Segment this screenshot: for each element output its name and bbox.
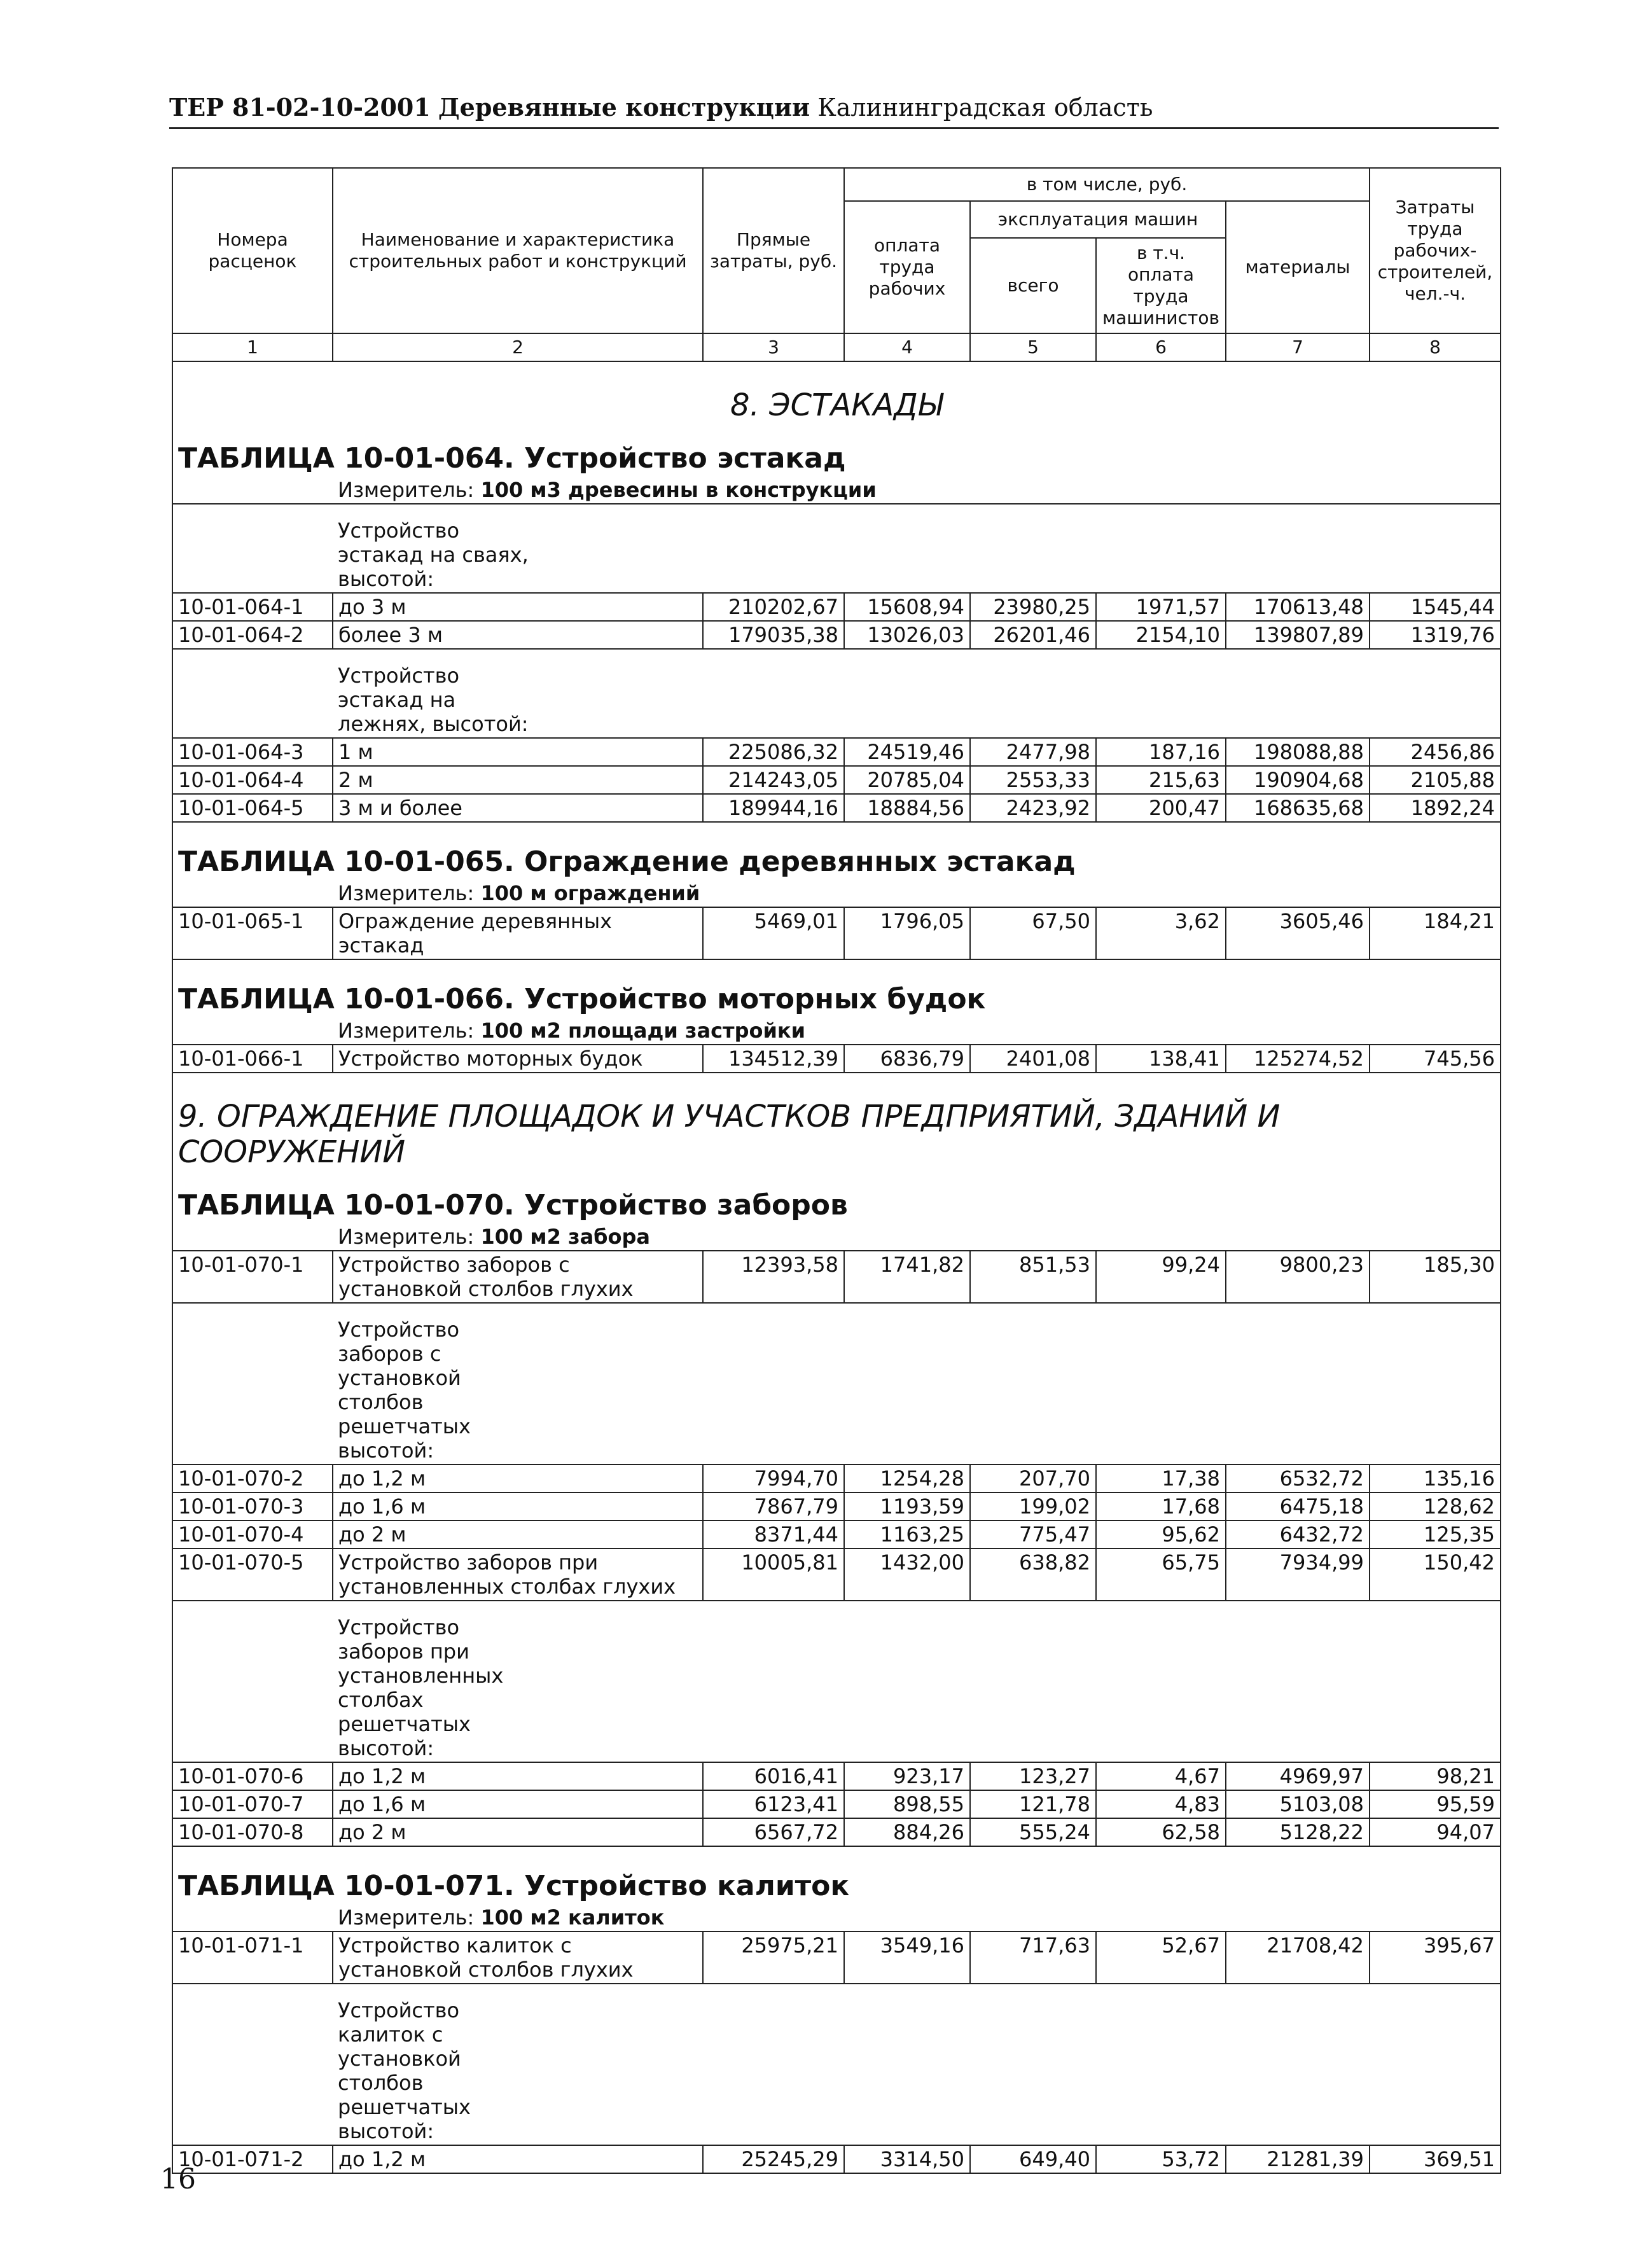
direct-cost: 25245,29 (703, 2145, 844, 2173)
operator-cost: 3,62 (1096, 907, 1226, 959)
measure-value: 100 м3 древесины в конструкции (480, 478, 877, 502)
running-header (169, 93, 1153, 122)
rate-code: 10-01-065-1 (172, 907, 333, 959)
measure-line (333, 1904, 1501, 1931)
direct-cost: 6123,41 (703, 1790, 844, 1818)
direct-cost: 25975,21 (703, 1931, 844, 1984)
direct-cost: 6016,41 (703, 1762, 844, 1790)
table-row (172, 794, 1501, 822)
labor-hours: 125,35 (1370, 1520, 1501, 1548)
table-row (172, 738, 1501, 766)
direct-cost: 7867,79 (703, 1492, 844, 1520)
table-row (172, 1818, 1501, 1846)
group-heading: Устройство заборов при установленных столбах решетчатых высотой: (333, 1601, 1501, 1762)
materials-cost: 21708,42 (1226, 1931, 1370, 1984)
rate-name: 2 м (333, 766, 703, 794)
table-title: ТАБЛИЦА 10-01-070. Устройство заборов (172, 1189, 1501, 1223)
measure-line (333, 880, 1501, 907)
table-title: ТАБЛИЦА 10-01-064. Устройство эстакад (172, 442, 1501, 477)
table-row (172, 1492, 1501, 1520)
materials-cost: 6475,18 (1226, 1492, 1370, 1520)
direct-cost: 225086,32 (703, 738, 844, 766)
rate-code: 10-01-064-3 (172, 738, 333, 766)
direct-cost: 10005,81 (703, 1548, 844, 1601)
operator-cost: 1971,57 (1096, 593, 1226, 621)
col-mtotal-header: всего (970, 238, 1096, 333)
table-row (172, 907, 1501, 959)
rate-name: 3 м и более (333, 794, 703, 822)
measure-value: 100 м2 площади застройки (480, 1019, 806, 1043)
labor-cost: 15608,94 (844, 593, 970, 621)
labor-hours: 135,16 (1370, 1464, 1501, 1492)
operator-cost: 52,67 (1096, 1931, 1226, 1984)
table-row (172, 621, 1501, 649)
direct-cost: 210202,67 (703, 593, 844, 621)
rate-name: до 1,2 м (333, 1762, 703, 1790)
machine-cost: 199,02 (970, 1492, 1096, 1520)
materials-cost: 9800,23 (1226, 1251, 1370, 1303)
table-row (172, 1548, 1501, 1601)
rate-name: до 1,6 м (333, 1790, 703, 1818)
labor-hours: 2105,88 (1370, 766, 1501, 794)
machine-cost: 23980,25 (970, 593, 1096, 621)
labor-cost: 1254,28 (844, 1464, 970, 1492)
table-row (172, 2145, 1501, 2173)
col-hours-header: Затраты труда рабочих-строителей, чел.-ч. (1370, 168, 1501, 333)
direct-cost: 5469,01 (703, 907, 844, 959)
rate-code: 10-01-071-1 (172, 1931, 333, 1984)
labor-cost: 1193,59 (844, 1492, 970, 1520)
labor-cost: 898,55 (844, 1790, 970, 1818)
rate-name: до 1,6 м (333, 1492, 703, 1520)
rate-name: Устройство заборов с установкой столбов глухих (333, 1251, 703, 1303)
rate-name: Устройство моторных будок (333, 1045, 703, 1073)
table-row (172, 1520, 1501, 1548)
col-incl-header: в том числе, руб. (844, 168, 1370, 201)
col-number: 4 (844, 333, 970, 361)
rate-code: 10-01-070-6 (172, 1762, 333, 1790)
table-row (172, 1045, 1501, 1073)
rate-code: 10-01-071-2 (172, 2145, 333, 2173)
direct-cost: 189944,16 (703, 794, 844, 822)
rate-name: Устройство заборов при установленных столбах глухих (333, 1548, 703, 1601)
labor-hours: 128,62 (1370, 1492, 1501, 1520)
labor-hours: 395,67 (1370, 1931, 1501, 1984)
table-title: ТАБЛИЦА 10-01-071. Устройство калиток (172, 1846, 1501, 1904)
rate-name: до 2 м (333, 1818, 703, 1846)
materials-cost: 198088,88 (1226, 738, 1370, 766)
col-number: 6 (1096, 333, 1226, 361)
labor-cost: 1796,05 (844, 907, 970, 959)
operator-cost: 4,83 (1096, 1790, 1226, 1818)
table-row (172, 1762, 1501, 1790)
machine-cost: 123,27 (970, 1762, 1096, 1790)
column-header (172, 168, 1501, 361)
operator-cost: 200,47 (1096, 794, 1226, 822)
col-mlabor-header: в т.ч. оплата труда машинистов (1096, 238, 1226, 333)
labor-cost: 6836,79 (844, 1045, 970, 1073)
rate-name: более 3 м (333, 621, 703, 649)
operator-cost: 4,67 (1096, 1762, 1226, 1790)
measure-label: Измеритель: (338, 1905, 475, 1930)
col-number: 1 (172, 333, 333, 361)
col-number: 8 (1370, 333, 1501, 361)
labor-cost: 1741,82 (844, 1251, 970, 1303)
direct-cost: 179035,38 (703, 621, 844, 649)
rate-name: Устройство калиток с установкой столбов глухих (333, 1931, 703, 1984)
rate-name: до 1,2 м (333, 1464, 703, 1492)
rate-code: 10-01-064-5 (172, 794, 333, 822)
col-name-header: Наименование и характеристика строительных работ и конструкций (333, 168, 703, 333)
measure-value: 100 м ограждений (480, 881, 700, 905)
operator-cost: 65,75 (1096, 1548, 1226, 1601)
machine-cost: 638,82 (970, 1548, 1096, 1601)
measure-value: 100 м2 забора (480, 1225, 650, 1249)
labor-hours: 369,51 (1370, 2145, 1501, 2173)
operator-cost: 17,68 (1096, 1492, 1226, 1520)
materials-cost: 6532,72 (1226, 1464, 1370, 1492)
labor-cost: 923,17 (844, 1762, 970, 1790)
header-region: Калининградская область (817, 94, 1153, 122)
machine-cost: 2477,98 (970, 738, 1096, 766)
materials-cost: 139807,89 (1226, 621, 1370, 649)
rate-code: 10-01-070-3 (172, 1492, 333, 1520)
operator-cost: 2154,10 (1096, 621, 1226, 649)
machine-cost: 207,70 (970, 1464, 1096, 1492)
group-heading: Устройство эстакад на лежнях, высотой: (333, 649, 1501, 738)
materials-cost: 3605,46 (1226, 907, 1370, 959)
operator-cost: 62,58 (1096, 1818, 1226, 1846)
rate-code: 10-01-070-1 (172, 1251, 333, 1303)
labor-hours: 94,07 (1370, 1818, 1501, 1846)
rate-code: 10-01-064-2 (172, 621, 333, 649)
body (172, 361, 1501, 2173)
labor-hours: 98,21 (1370, 1762, 1501, 1790)
table-row (172, 1790, 1501, 1818)
rate-name: до 1,2 м (333, 2145, 703, 2173)
rate-code: 10-01-070-4 (172, 1520, 333, 1548)
materials-cost: 5103,08 (1226, 1790, 1370, 1818)
labor-cost: 18884,56 (844, 794, 970, 822)
labor-cost: 3314,50 (844, 2145, 970, 2173)
col-number: 3 (703, 333, 844, 361)
col-labor-header: оплата труда рабочих (844, 201, 970, 333)
rates-table (172, 167, 1501, 2174)
header-code: ТЕР 81-02-10-2001 (169, 93, 431, 122)
materials-cost: 5128,22 (1226, 1818, 1370, 1846)
section-title: 8. ЭСТАКАДЫ (172, 361, 1501, 442)
operator-cost: 138,41 (1096, 1045, 1226, 1073)
materials-cost: 168635,68 (1226, 794, 1370, 822)
table-row (172, 593, 1501, 621)
machine-cost: 555,24 (970, 1818, 1096, 1846)
labor-hours: 184,21 (1370, 907, 1501, 959)
machine-cost: 121,78 (970, 1790, 1096, 1818)
materials-cost: 170613,48 (1226, 593, 1370, 621)
machine-cost: 67,50 (970, 907, 1096, 959)
labor-cost: 3549,16 (844, 1931, 970, 1984)
operator-cost: 17,38 (1096, 1464, 1226, 1492)
col-direct-header: Прямые затраты, руб. (703, 168, 844, 333)
table-row (172, 1464, 1501, 1492)
direct-cost: 8371,44 (703, 1520, 844, 1548)
col-code-header: Номера расценок (172, 168, 333, 333)
direct-cost: 7994,70 (703, 1464, 844, 1492)
rate-code: 10-01-070-7 (172, 1790, 333, 1818)
labor-hours: 745,56 (1370, 1045, 1501, 1073)
col-machines-header: эксплуатация машин (970, 201, 1226, 238)
labor-hours: 2456,86 (1370, 738, 1501, 766)
machine-cost: 2553,33 (970, 766, 1096, 794)
rate-name: до 2 м (333, 1520, 703, 1548)
measure-label: Измеритель: (338, 1019, 475, 1043)
col-number: 7 (1226, 333, 1370, 361)
direct-cost: 214243,05 (703, 766, 844, 794)
page-number: 16 (160, 2163, 196, 2195)
group-heading: Устройство заборов с установкой столбов решетчатых высотой: (333, 1303, 1501, 1464)
table-title: ТАБЛИЦА 10-01-065. Ограждение деревянных эстакад (172, 822, 1501, 880)
labor-hours: 150,42 (1370, 1548, 1501, 1601)
machine-cost: 717,63 (970, 1931, 1096, 1984)
labor-cost: 1163,25 (844, 1520, 970, 1548)
labor-hours: 1545,44 (1370, 593, 1501, 621)
col-number: 5 (970, 333, 1096, 361)
materials-cost: 7934,99 (1226, 1548, 1370, 1601)
rate-code: 10-01-064-1 (172, 593, 333, 621)
labor-cost: 1432,00 (844, 1548, 970, 1601)
operator-cost: 187,16 (1096, 738, 1226, 766)
operator-cost: 99,24 (1096, 1251, 1226, 1303)
header-title: Деревянные конструкции (438, 93, 810, 122)
materials-cost: 6432,72 (1226, 1520, 1370, 1548)
group-heading: Устройство эстакад на сваях, высотой: (333, 504, 1501, 593)
operator-cost: 53,72 (1096, 2145, 1226, 2173)
labor-cost: 884,26 (844, 1818, 970, 1846)
rate-name: Ограждение деревянных эстакад (333, 907, 703, 959)
table-title: ТАБЛИЦА 10-01-066. Устройство моторных будок (172, 959, 1501, 1017)
materials-cost: 21281,39 (1226, 2145, 1370, 2173)
rate-code: 10-01-064-4 (172, 766, 333, 794)
measure-label: Измеритель: (338, 1225, 475, 1249)
machine-cost: 2401,08 (970, 1045, 1096, 1073)
header-rule (169, 127, 1499, 129)
labor-cost: 20785,04 (844, 766, 970, 794)
operator-cost: 215,63 (1096, 766, 1226, 794)
rate-name: до 3 м (333, 593, 703, 621)
measure-line (333, 477, 1501, 504)
measure-label: Измеритель: (338, 881, 475, 905)
labor-cost: 24519,46 (844, 738, 970, 766)
labor-hours: 95,59 (1370, 1790, 1501, 1818)
materials-cost: 4969,97 (1226, 1762, 1370, 1790)
measure-line (333, 1017, 1501, 1045)
rate-code: 10-01-070-8 (172, 1818, 333, 1846)
direct-cost: 134512,39 (703, 1045, 844, 1073)
operator-cost: 95,62 (1096, 1520, 1226, 1548)
labor-hours: 1319,76 (1370, 621, 1501, 649)
labor-cost: 13026,03 (844, 621, 970, 649)
measure-line (333, 1223, 1501, 1251)
rate-name: 1 м (333, 738, 703, 766)
direct-cost: 12393,58 (703, 1251, 844, 1303)
table-row (172, 766, 1501, 794)
machine-cost: 2423,92 (970, 794, 1096, 822)
rate-code: 10-01-070-5 (172, 1548, 333, 1601)
measure-label: Измеритель: (338, 478, 475, 502)
table-row (172, 1931, 1501, 1984)
group-heading: Устройство калиток с установкой столбов решетчатых высотой: (333, 1984, 1501, 2145)
machine-cost: 775,47 (970, 1520, 1096, 1548)
table-row (172, 1251, 1501, 1303)
measure-value: 100 м2 калиток (480, 1905, 665, 1930)
machine-cost: 649,40 (970, 2145, 1096, 2173)
machine-cost: 26201,46 (970, 621, 1096, 649)
rate-code: 10-01-066-1 (172, 1045, 333, 1073)
machine-cost: 851,53 (970, 1251, 1096, 1303)
rate-code: 10-01-070-2 (172, 1464, 333, 1492)
labor-hours: 1892,24 (1370, 794, 1501, 822)
labor-hours: 185,30 (1370, 1251, 1501, 1303)
direct-cost: 6567,72 (703, 1818, 844, 1846)
col-materials-header: материалы (1226, 201, 1370, 333)
col-number: 2 (333, 333, 703, 361)
section-title: 9. ОГРАЖДЕНИЕ ПЛОЩАДОК И УЧАСТКОВ ПРЕДПРИЯТИЙ, ЗДАНИЙ И СООРУЖЕНИЙ (172, 1073, 1501, 1189)
materials-cost: 125274,52 (1226, 1045, 1370, 1073)
rates-sheet (172, 167, 1500, 2174)
materials-cost: 190904,68 (1226, 766, 1370, 794)
